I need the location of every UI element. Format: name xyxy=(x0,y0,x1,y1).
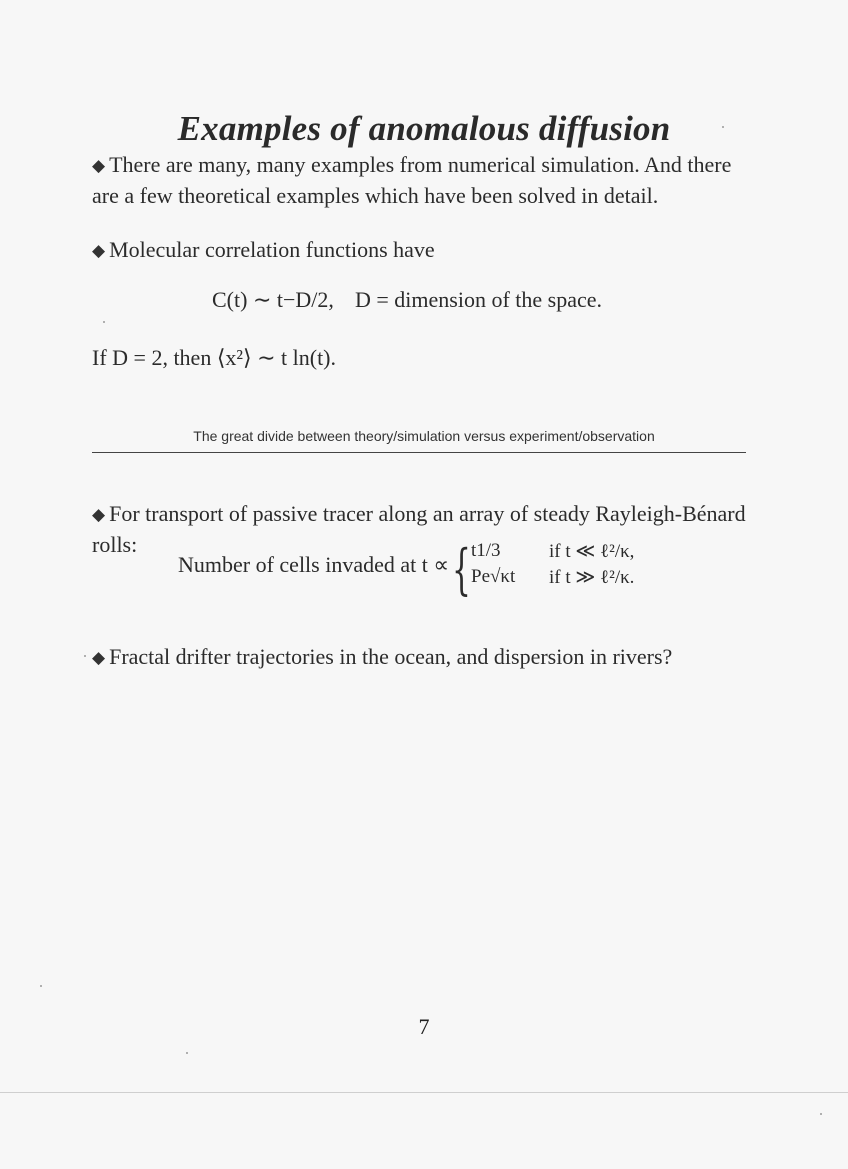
paragraph-two-dimensions: If D = 2, then ⟨x²⟩ ∼ t ln(t). xyxy=(92,345,337,370)
equation-cells-invaded xyxy=(178,538,635,601)
paragraph-text: Molecular correlation functions have xyxy=(109,237,435,262)
page-number: 7 xyxy=(418,1014,430,1039)
diamond-bullet-icon: ◆ xyxy=(92,648,106,667)
equation-rhs: D = dimension of the space. xyxy=(355,287,603,312)
paragraph-text: Fractal drifter trajectories in the ocean, and dispersion in rivers? xyxy=(109,644,673,669)
diamond-bullet-icon: ◆ xyxy=(92,241,106,260)
equation-correlation xyxy=(212,287,603,313)
page-title: Examples of anomalous diffusion xyxy=(177,109,671,149)
diamond-bullet-icon: ◆ xyxy=(92,505,106,524)
scan-speck xyxy=(40,985,42,987)
divider-line xyxy=(92,452,746,453)
diamond-bullet-icon: ◆ xyxy=(92,156,106,175)
left-brace-icon: { xyxy=(452,538,471,601)
scan-speck xyxy=(186,1052,188,1054)
paragraph-rayleigh-benard xyxy=(92,499,752,559)
paragraph-molecular xyxy=(92,235,752,266)
case2-condition: if t ≫ ℓ²/κ. xyxy=(549,567,635,588)
divider-caption: The great divide between theory/simulation versus experiment/observation xyxy=(193,428,655,444)
paragraph-fractal-drifters xyxy=(92,642,752,673)
case1-expression: t1/3 xyxy=(471,540,501,561)
paragraph-text-line1: For transport of passive tracer along an array of steady Rayleigh-Bénard xyxy=(109,501,746,526)
scan-speck xyxy=(103,321,105,323)
paragraph-text: There are many, many examples from numerical simulation. And there are a few theoretical examples which have been solved in detail. xyxy=(92,152,732,208)
scan-speck xyxy=(820,1113,822,1115)
case2-expression: Pe√κt xyxy=(471,566,516,587)
scan-edge-line xyxy=(0,1092,848,1093)
equation-lhs: C(t) ∼ t−D/2, xyxy=(212,287,334,312)
paragraph-text-line2: rolls: xyxy=(92,532,138,557)
paragraph-numerical-examples xyxy=(92,150,752,210)
equation-lhs: Number of cells invaded at t ∝ xyxy=(178,552,450,577)
case1-condition: if t ≪ ℓ²/κ, xyxy=(549,541,635,562)
scan-speck xyxy=(722,126,724,128)
scan-speck xyxy=(84,655,86,657)
